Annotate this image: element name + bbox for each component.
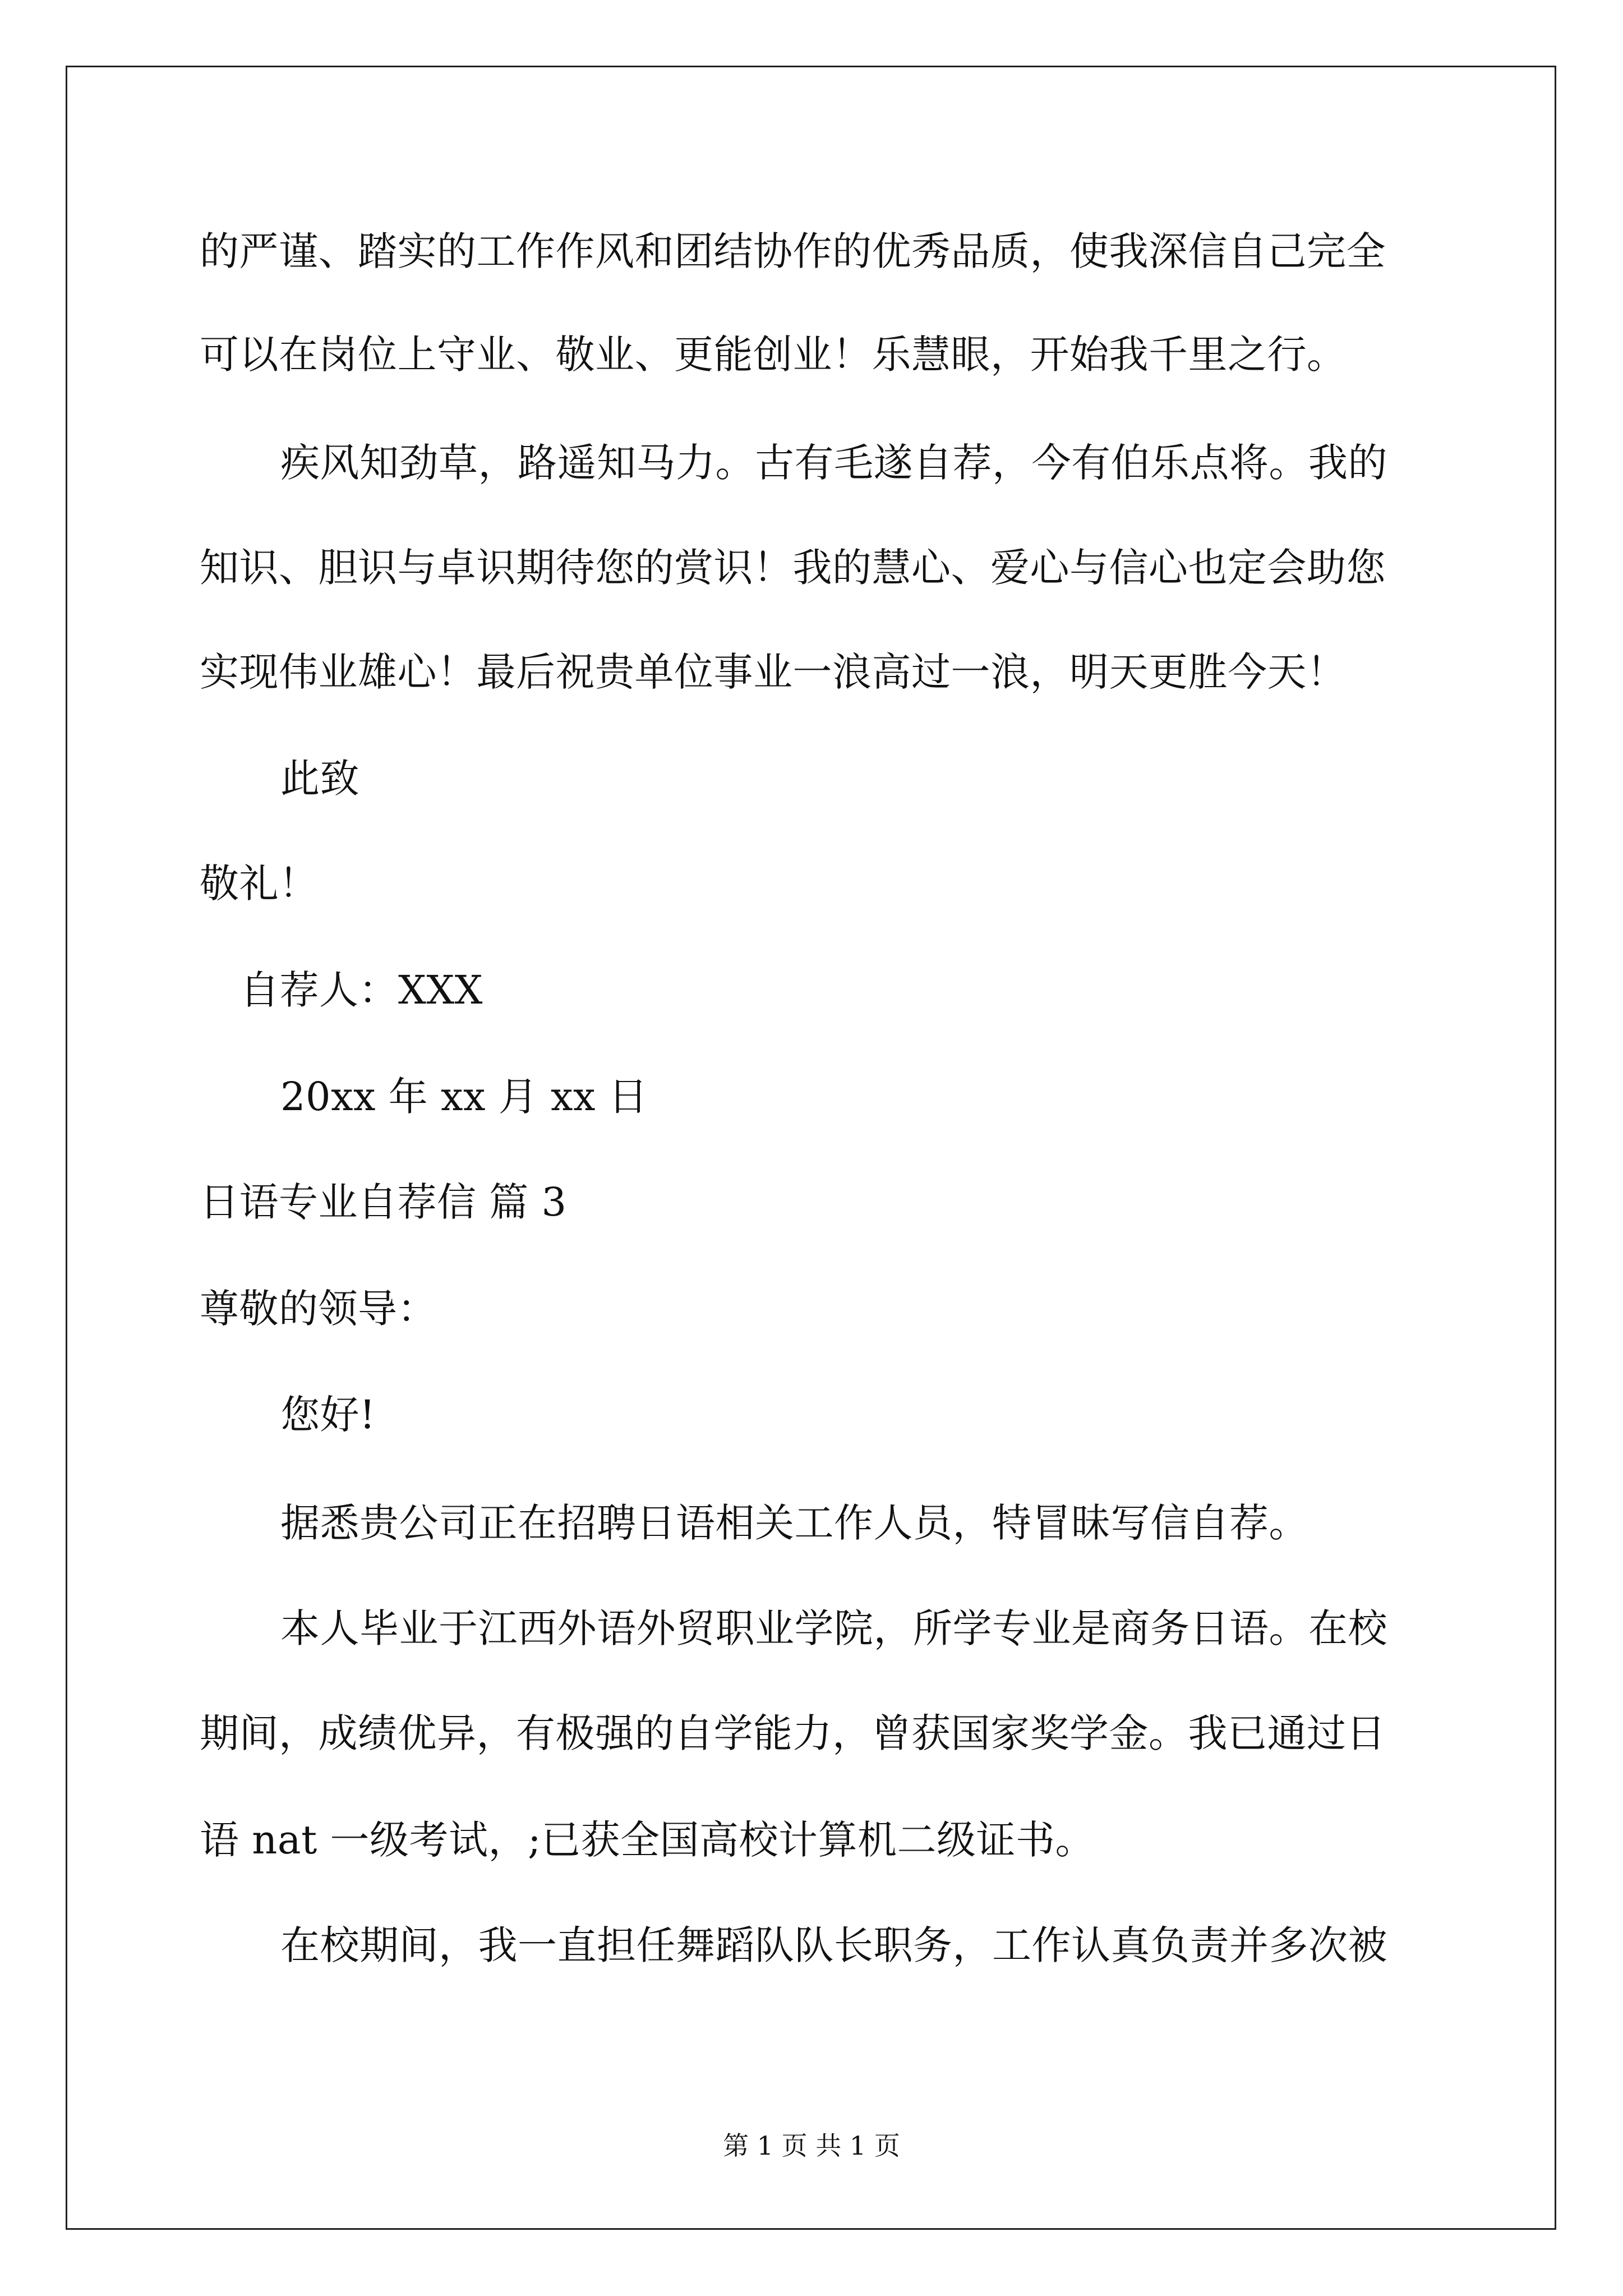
body-line-2: 可以在岗位上守业、敬业、更能创业！乐慧眼，开始我千里之行。 — [200, 332, 1347, 378]
body-line-1: 的严谨、踏实的工作作风和团结协作的优秀品质，使我深信自己完全 — [200, 228, 1386, 274]
closing-regards: 敬礼！ — [200, 861, 319, 907]
body-line-7: 本人毕业于江西外语外贸职业学院，所学专业是商务日语。在校 — [280, 1605, 1387, 1651]
page-footer: 第 1 页 共 1 页 — [723, 2131, 900, 2161]
body-line-10: 在校期间，我一直担任舞蹈队队长职务，工作认真负责并多次被 — [280, 1922, 1387, 1968]
body-line-8: 期间，成绩优异，有极强的自学能力，曾获国家奖学金。我已通过日 — [200, 1710, 1386, 1756]
closing-salutation: 此致 — [280, 756, 359, 802]
section-heading: 日语专业自荐信 篇 3 — [200, 1179, 567, 1225]
greeting-line: 尊敬的领导： — [200, 1286, 437, 1332]
body-line-5: 实现伟业雄心！最后祝贵单位事业一浪高过一浪，明天更胜今天！ — [200, 649, 1347, 695]
date-line: 20xx 年 xx 月 xx 日 — [280, 1074, 648, 1120]
page-border — [66, 66, 1556, 2230]
signature-line: 自荐人：XXX — [240, 967, 483, 1013]
hello-line: 您好! — [280, 1392, 376, 1438]
body-line-3: 疾风知劲草，路遥知马力。古有毛遂自荐，今有伯乐点将。我的 — [280, 440, 1387, 486]
body-line-4: 知识、胆识与卓识期待您的赏识！我的慧心、爱心与信心也定会助您 — [200, 545, 1386, 591]
body-line-6: 据悉贵公司正在招聘日语相关工作人员，特冒昧写信自荐。 — [280, 1500, 1308, 1546]
body-line-9: 语 nat 一级考试，;已获全国高校计算机二级证书。 — [200, 1817, 1095, 1863]
